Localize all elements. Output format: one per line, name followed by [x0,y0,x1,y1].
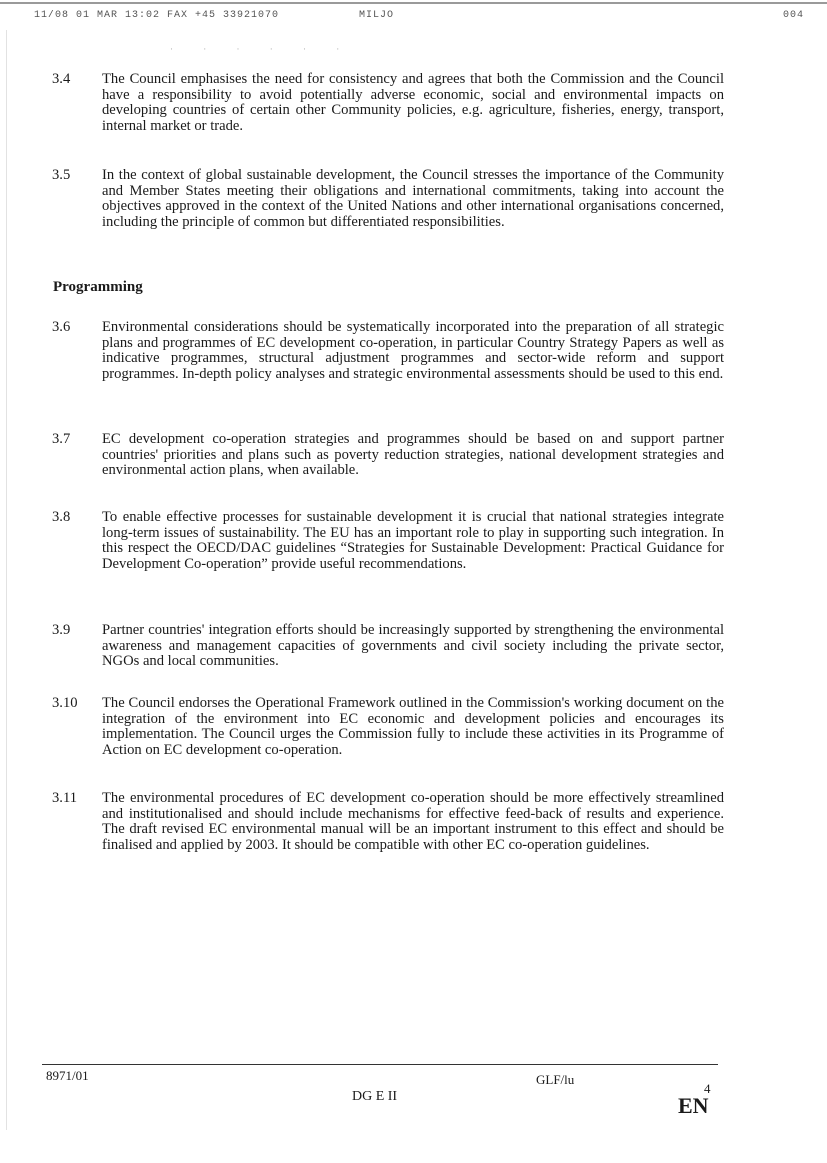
paragraph-number: 3.9 [52,622,71,638]
footer-initials: GLF/lu [536,1072,575,1087]
paragraph-3-6 [44,320,724,382]
paragraph-number: 3.11 [52,790,77,806]
scan-margin-line [6,30,7,1130]
paragraph-text: The environmental procedures of EC development co-operation should be more effectively streamlined and institutionalised and should include mechanisms for effective feed-back of results and experience. The draft revised EC environmental manual will be an important instrument to this effect and should be finalised and applied by 2003. It should be compatible with other EC co-operation guidelines. [102,790,724,853]
scan-specks: · · · · · · [170,44,354,54]
footer-language-code: EN [678,1093,709,1118]
paragraph-text: Partner countries' integration efforts should be increasingly supported by strengthening the environmental awareness and management capacities of governments and civil society including the private sector, NGOs and local communities. [102,622,724,670]
footer-document-reference: 8971/01 [46,1068,89,1083]
paragraph-3-11 [44,791,724,853]
paragraph-text: EC development co-operation strategies and programmes should be based on and support partner countries' priorities and plans such as poverty reduction strategies, national development strategies and environmental action plans, when available. [102,431,724,479]
paragraph-text: To enable effective processes for sustainable development it is crucial that national strategies integrate long-term issues of sustainability. The EU has an important role to play in supporting such integration. In this respect the OECD/DAC guidelines “Strategies for Sustainable Development: Practical Guidance for Development Co-operation” provide useful recommendations. [102,509,724,572]
paragraph-3-5 [44,168,724,230]
footer-department: DG E II [352,1089,398,1104]
fax-transmission-header [34,10,804,22]
paragraph-text: In the context of global sustainable development, the Council stresses the importance of the Community and Member States meeting their obligations and international commitments, taking into account the objectives approved in the context of the United Nations and other international organisations concerned, including the principle of common but differentiated responsibilities. [102,167,724,230]
footer-page-number: 4 [704,1081,711,1096]
paragraph-text: The Council endorses the Operational Framework outlined in the Commission's working document on the integration of the environment into EC economic and development policies and encourages its implementation. The Council urges the Commission fully to include these activities in its Programme of Action on EC development co-operation. [102,695,724,758]
paragraph-number: 3.4 [52,71,71,87]
footer-rule [42,1064,718,1065]
paragraph-3-8 [44,510,724,572]
paragraph-3-10 [44,696,724,758]
section-heading-programming: Programming [53,279,143,295]
paragraph-number: 3.7 [52,431,71,447]
paragraph-3-7 [44,432,724,479]
paragraph-3-9 [44,623,724,670]
paragraph-text: The Council emphasises the need for consistency and agrees that both the Commission and the Council have a responsibility to avoid potentially adverse economic, social and environmental impacts on developing countries of certain other Community policies, e.g. agriculture, fisheries, energy, transport, internal market or trade. [102,71,724,134]
fax-top-rule [0,2,827,4]
paragraph-number: 3.6 [52,319,71,335]
fax-header-middle: MILJO [359,10,395,21]
paragraph-number: 3.5 [52,167,71,183]
paragraph-3-4 [44,72,724,134]
paragraph-number: 3.10 [52,695,78,711]
paragraph-text: Environmental considerations should be systematically incorporated into the preparation of all strategic plans and programmes of EC development co-operation, in particular Country Strategy Papers as well as indicative programmes, structural adjustment programmes and sector-wide reform and support programmes. In-depth policy analyses and strategic environmental assessments should be used to this end. [102,319,724,382]
fax-header-left: 11/08 01 MAR 13:02 FAX +45 33921070 [34,10,280,21]
fax-header-right: 004 [782,10,804,21]
paragraph-number: 3.8 [52,509,71,525]
